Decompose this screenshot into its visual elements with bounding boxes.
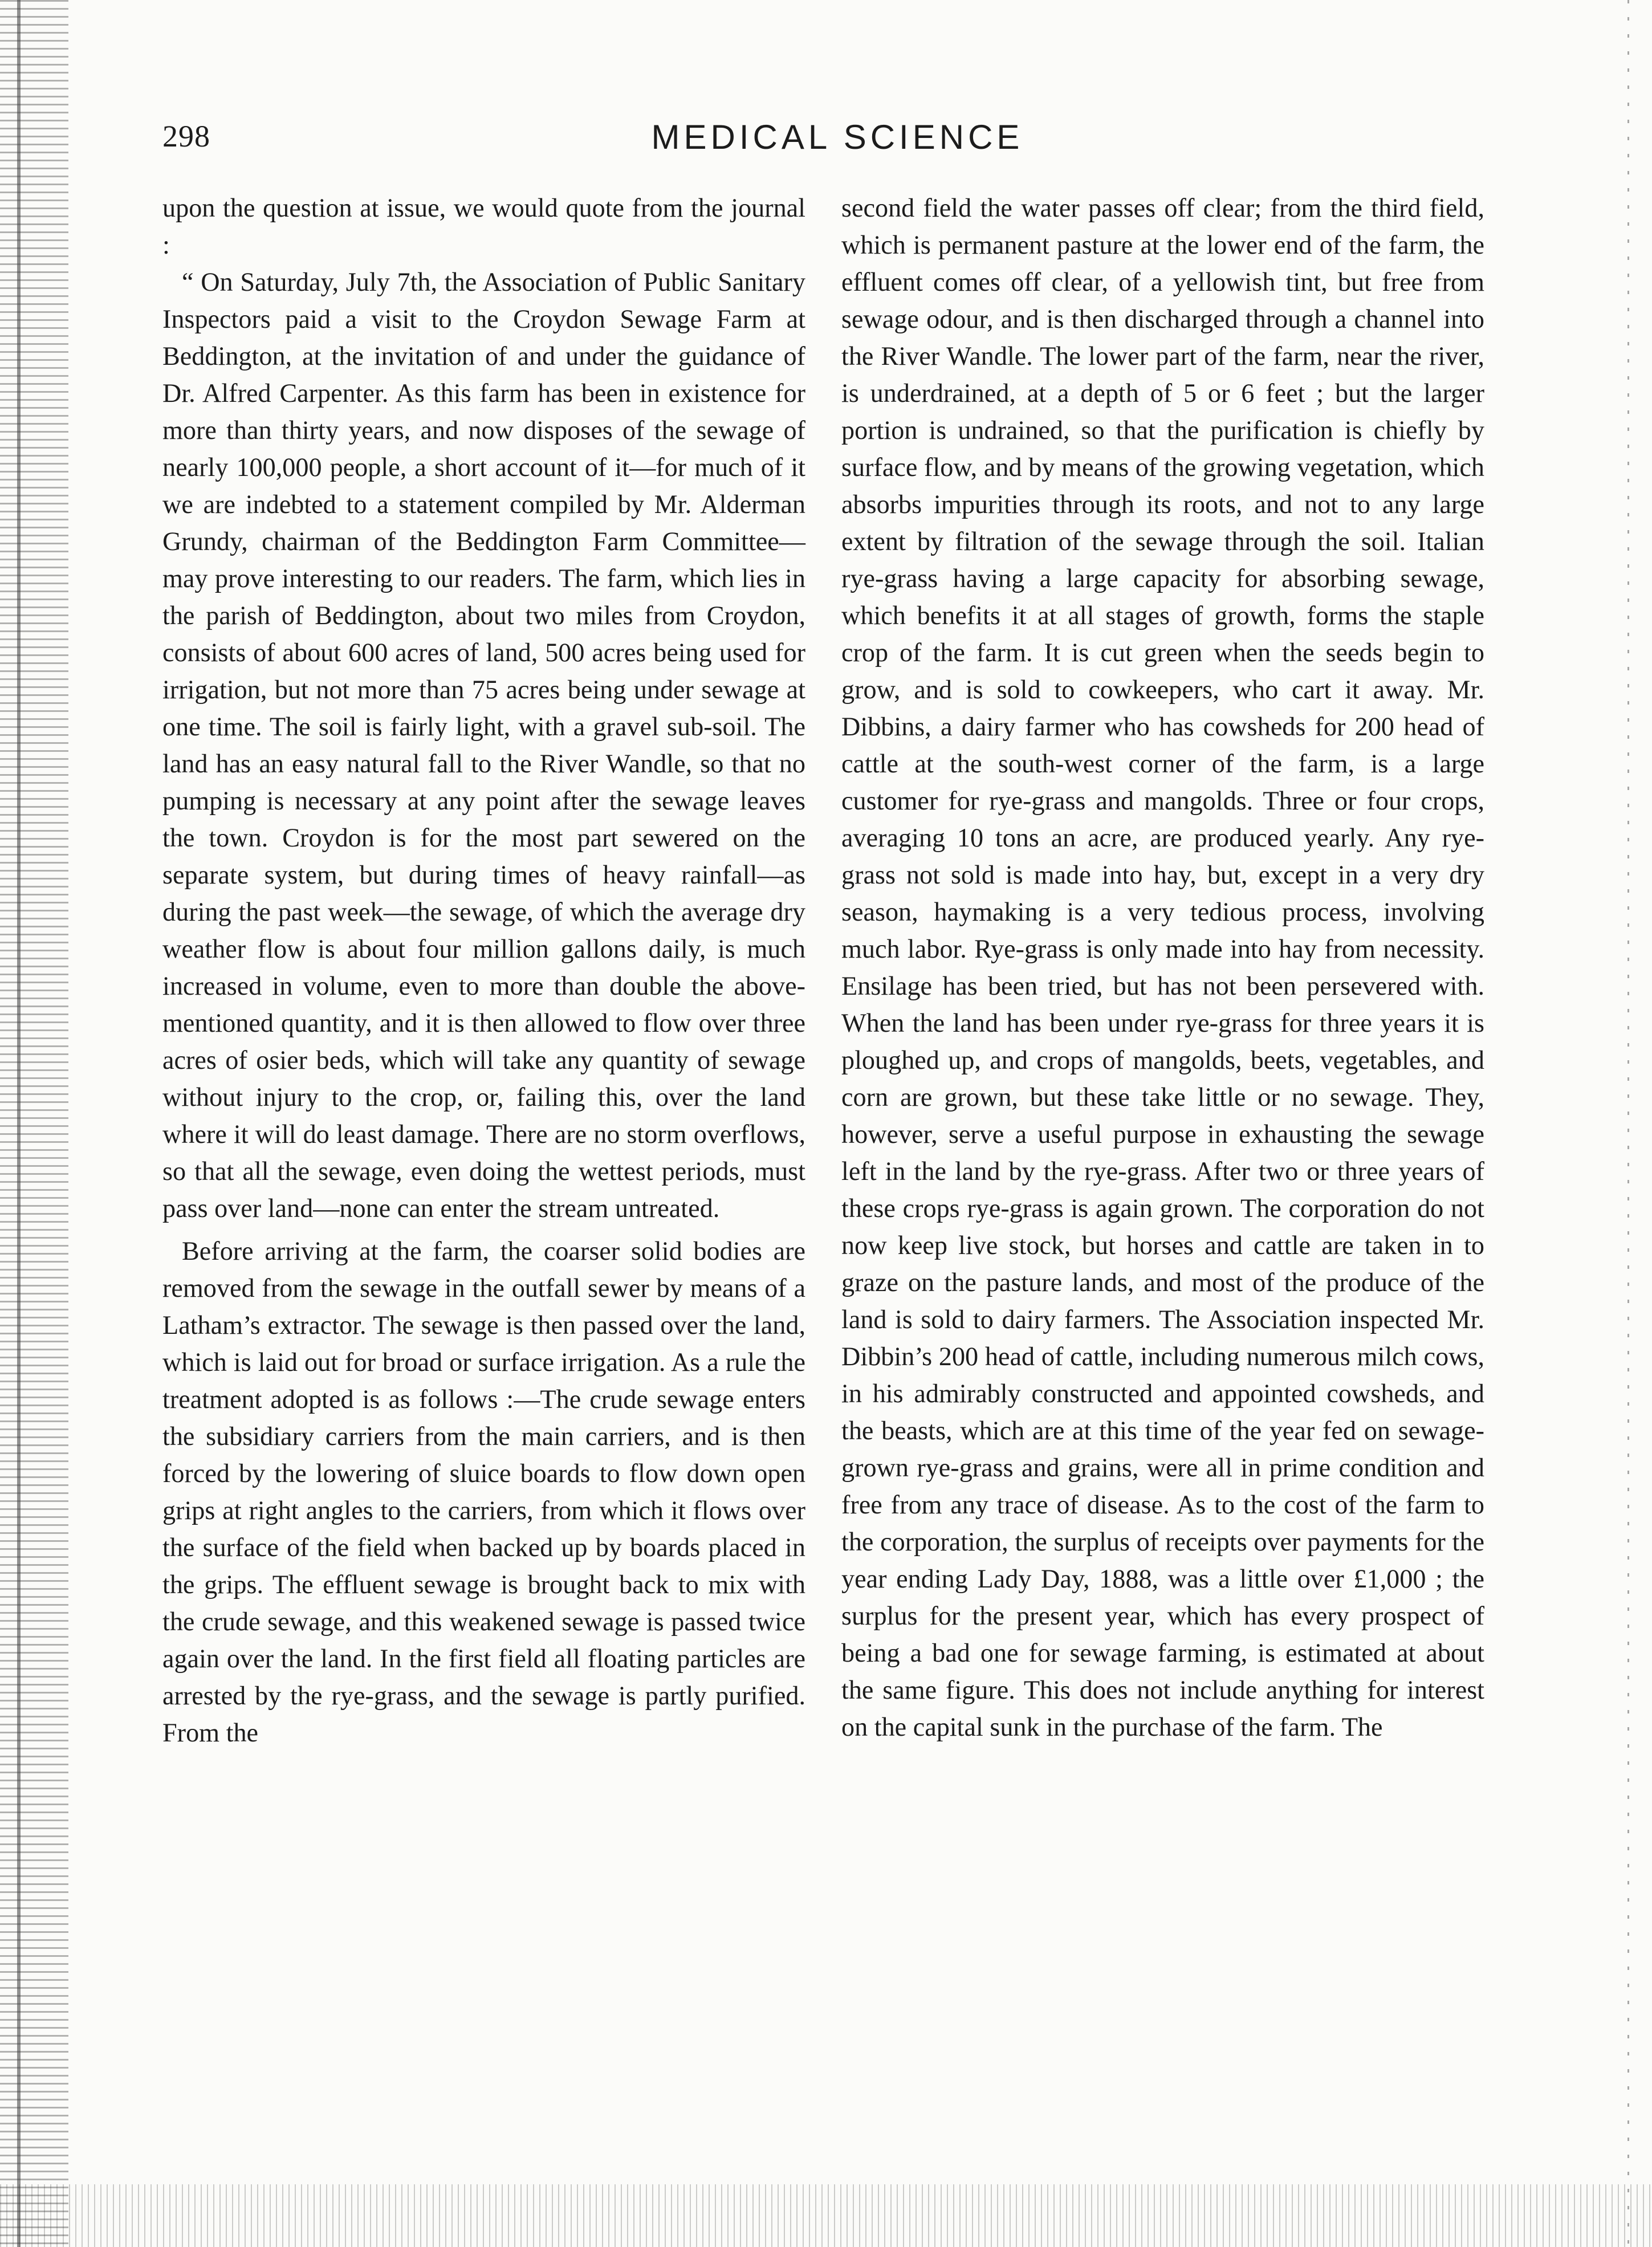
scan-edge-bottom [0, 2184, 1652, 2247]
scan-edge-right [1627, 0, 1629, 2247]
left-paragraph-2: “ On Saturday, July 7th, the Association of Public Sanitary Inspectors paid a visit to the Croydon Sewage Farm at Beddington, at the invitation of and under the guidance of Dr. Alfred Carpenter. As this farm has been in existence for more than thirty years, and now disposes of the sewage of nearly 100,000 people, a short account of it—for much of it we are indebted to a statement compiled by Mr. Alderman Grundy, chairman of the Beddington Farm Committee—may prove interesting to our readers. The farm, which lies in the parish of Beddington, about two miles from Croydon, consists of about 600 acres of land, 500 acres being used for irrigation, but not more than 75 acres being under sewage at one time. The soil is fairly light, with a gravel sub-soil. The land has an easy natural fall to the River Wandle, so that no pumping is necessary at any point after the sewage leaves the town. Croydon is for the most part sewered on the separate system, but during times of heavy rainfall—as during the past week—the sewage, of which the average dry weather flow is about four million gallons daily, is much increased in volume, even to more than double the above-mentioned quantity, and it is then allowed to flow over three acres of osier beds, which will take any quantity of sewage without injury to the crop, or, failing this, over the land where it will do least damage. There are no storm overflows, so that all the sewage, even doing the wettest periods, must pass over land—none can enter the stream untreated. [162, 267, 805, 1223]
page-number: 298 [162, 119, 210, 153]
running-title: MEDICAL SCIENCE [651, 118, 1024, 156]
right-column [841, 189, 1484, 1745]
left-column [162, 189, 805, 1751]
left-paragraph-1: upon the question at issue, we would quote from the journal : [162, 193, 805, 259]
scan-edge-left [0, 0, 68, 2247]
right-paragraph-1: second field the water passes off clear; from the third field, which is permanent pasture at the lower end of the farm, the effluent comes off clear, of a yellowish tint, but free from sewage odour, and is then discharged through a channel into the River Wandle. The lower part of the farm, near the river, is underdrained, at a depth of 5 or 6 feet ; but the larger portion is undrained, so that the purification is chiefly by surface flow, and by means of the growing vegetation, which absorbs impurities through its roots, and not to any large extent by filtration of the sewage through the soil. Italian rye-grass having a large capacity for absorbing sewage, which benefits it at all stages of growth, forms the staple crop of the farm. It is cut green when the seeds begin to grow, and is sold to cowkeepers, who cart it away. Mr. Dibbins, a dairy farmer who has cowsheds for 200 head of cattle at the south-west corner of the farm, is a large customer for rye-grass and mangolds. Three or four crops, averaging 10 tons an acre, are produced yearly. Any rye-grass not sold is made into hay, but, except in a very dry season, haymaking is a very tedious process, involving much labor. Rye-grass is only made into hay from necessity. Ensilage has been tried, but has not been persevered with. When the land has been under rye-grass for three years it is ploughed up, and crops of mangolds, beets, vegetables, and corn are grown, but these take little or no sewage. They, however, serve a useful purpose in exhausting the sewage left in the land by the rye-grass. After two or three years of these crops rye-grass is again grown. The corporation do not now keep live stock, but horses and cattle are taken in to graze on the pasture lands, and most of the produce of the land is sold to dairy farmers. The Association inspected Mr. Dibbin’s 200 head of cattle, including numerous milch cows, in his admirably constructed and appointed cowsheds, and the beasts, which are at this time of the year fed on sewage-grown rye-grass and grains, were all in prime condition and free from any trace of disease. As to the cost of the farm to the corporation, the surplus of receipts over payments for the year ending Lady Day, 1888, was a little over £1,000 ; the surplus for the present year, which has every prospect of being a bad one for sewage farming, is estimated at about the same figure. This does not include anything for interest on the capital sunk in the purchase of the farm. The [841, 193, 1484, 1741]
scan-binding-line [17, 0, 21, 2247]
left-paragraph-3: Before arriving at the farm, the coarser solid bodies are removed from the sewage in the outfall sewer by means of a Latham’s extractor. The sewage is then passed over the land, which is laid out for broad or surface irrigation. As a rule the treatment adopted is as follows :—The crude sewage enters the subsidiary carriers from the main carriers, and is then forced by the lowering of sluice boards to flow down open grips at right angles to the carriers, from which it flows over the surface of the field when backed up by boards placed in the grips. The effluent sewage is brought back to mix with the crude sewage, and this weakened sewage is passed twice again over the land. In the first field all floating particles are arrested by the rye-grass, and the sewage is partly purified. From the [162, 1236, 805, 1747]
